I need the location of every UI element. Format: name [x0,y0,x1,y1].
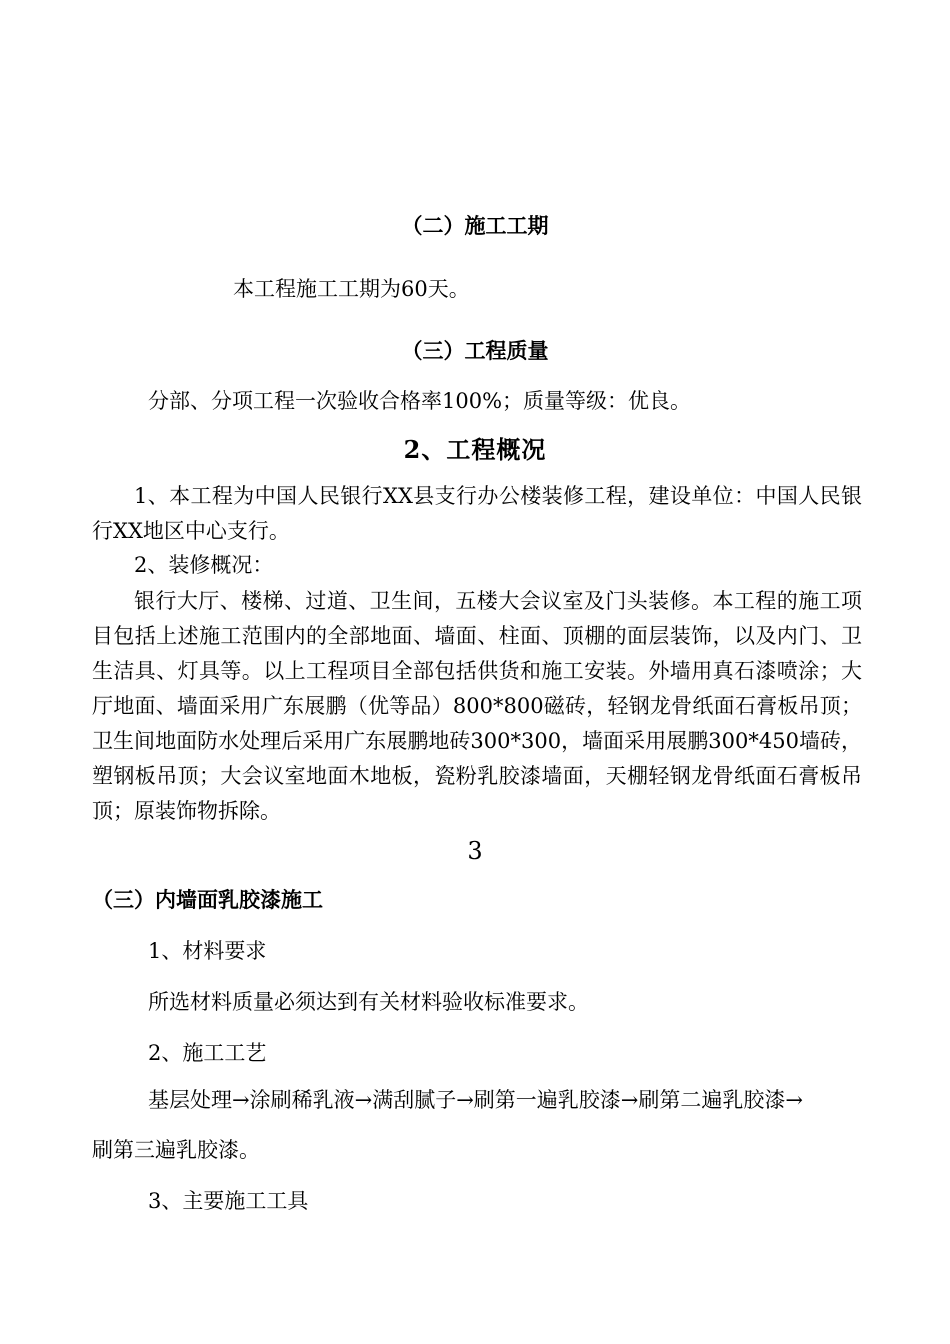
overview-title: 2、工程概况 [403,435,547,464]
materials-label: 1、材料要求 [148,939,267,963]
process-line1: 基层处理→涂刷稀乳液→满刮腻子→刷第一遍乳胶漆→刷第二遍乳胶漆→ [148,1088,803,1112]
quality-text: 分部、分项工程一次验收合格率100%；质量等级：优良。 [148,389,692,413]
process-line2: 刷第三遍乳胶漆。 [92,1138,260,1162]
schedule-text: 本工程施工工期为60天。 [233,277,470,301]
schedule-heading: （二）施工工期 [401,213,549,238]
tools-label: 3、主要施工工具 [148,1189,309,1213]
overview-item1: 1、本工程为中国人民银行XX县支行办公楼装修工程，建设单位：中国人民银行XX地区中心支行。 [92,484,862,543]
materials-text: 所选材料质量必须达到有关材料验收标准要求。 [148,990,589,1014]
page-number: 3 [467,837,483,865]
process-label: 2、施工工艺 [148,1041,267,1065]
overview-item2-body: 银行大厅、楼梯、过道、卫生间，五楼大会议室及门头装修。本工程的施工项目包括上述施工范围内的全部地面、墙面、柱面、顶棚的面层装饰，以及内门、卫生洁具、灯具等。以上工程项目全部包括供货和施工安装。外墙用真石漆喷涂；大厅地面、墙面采用广东展鹏（优等品）800*800磁砖，轻钢龙骨纸面石膏板吊顶；卫生间地面防水处理后采用广东展鹏地砖300*300，墙面采用展鹏300*450墙砖，塑钢板吊顶；大会议室地面木地板，瓷粉乳胶漆墙面，天棚轻钢龙骨纸面石膏板吊顶；原装饰物拆除。 [92,589,862,823]
quality-heading: （三）工程质量 [401,338,549,363]
overview-item2-label: 2、装修概况： [134,553,274,577]
paint-heading: （三）内墙面乳胶漆施工 [92,887,323,912]
